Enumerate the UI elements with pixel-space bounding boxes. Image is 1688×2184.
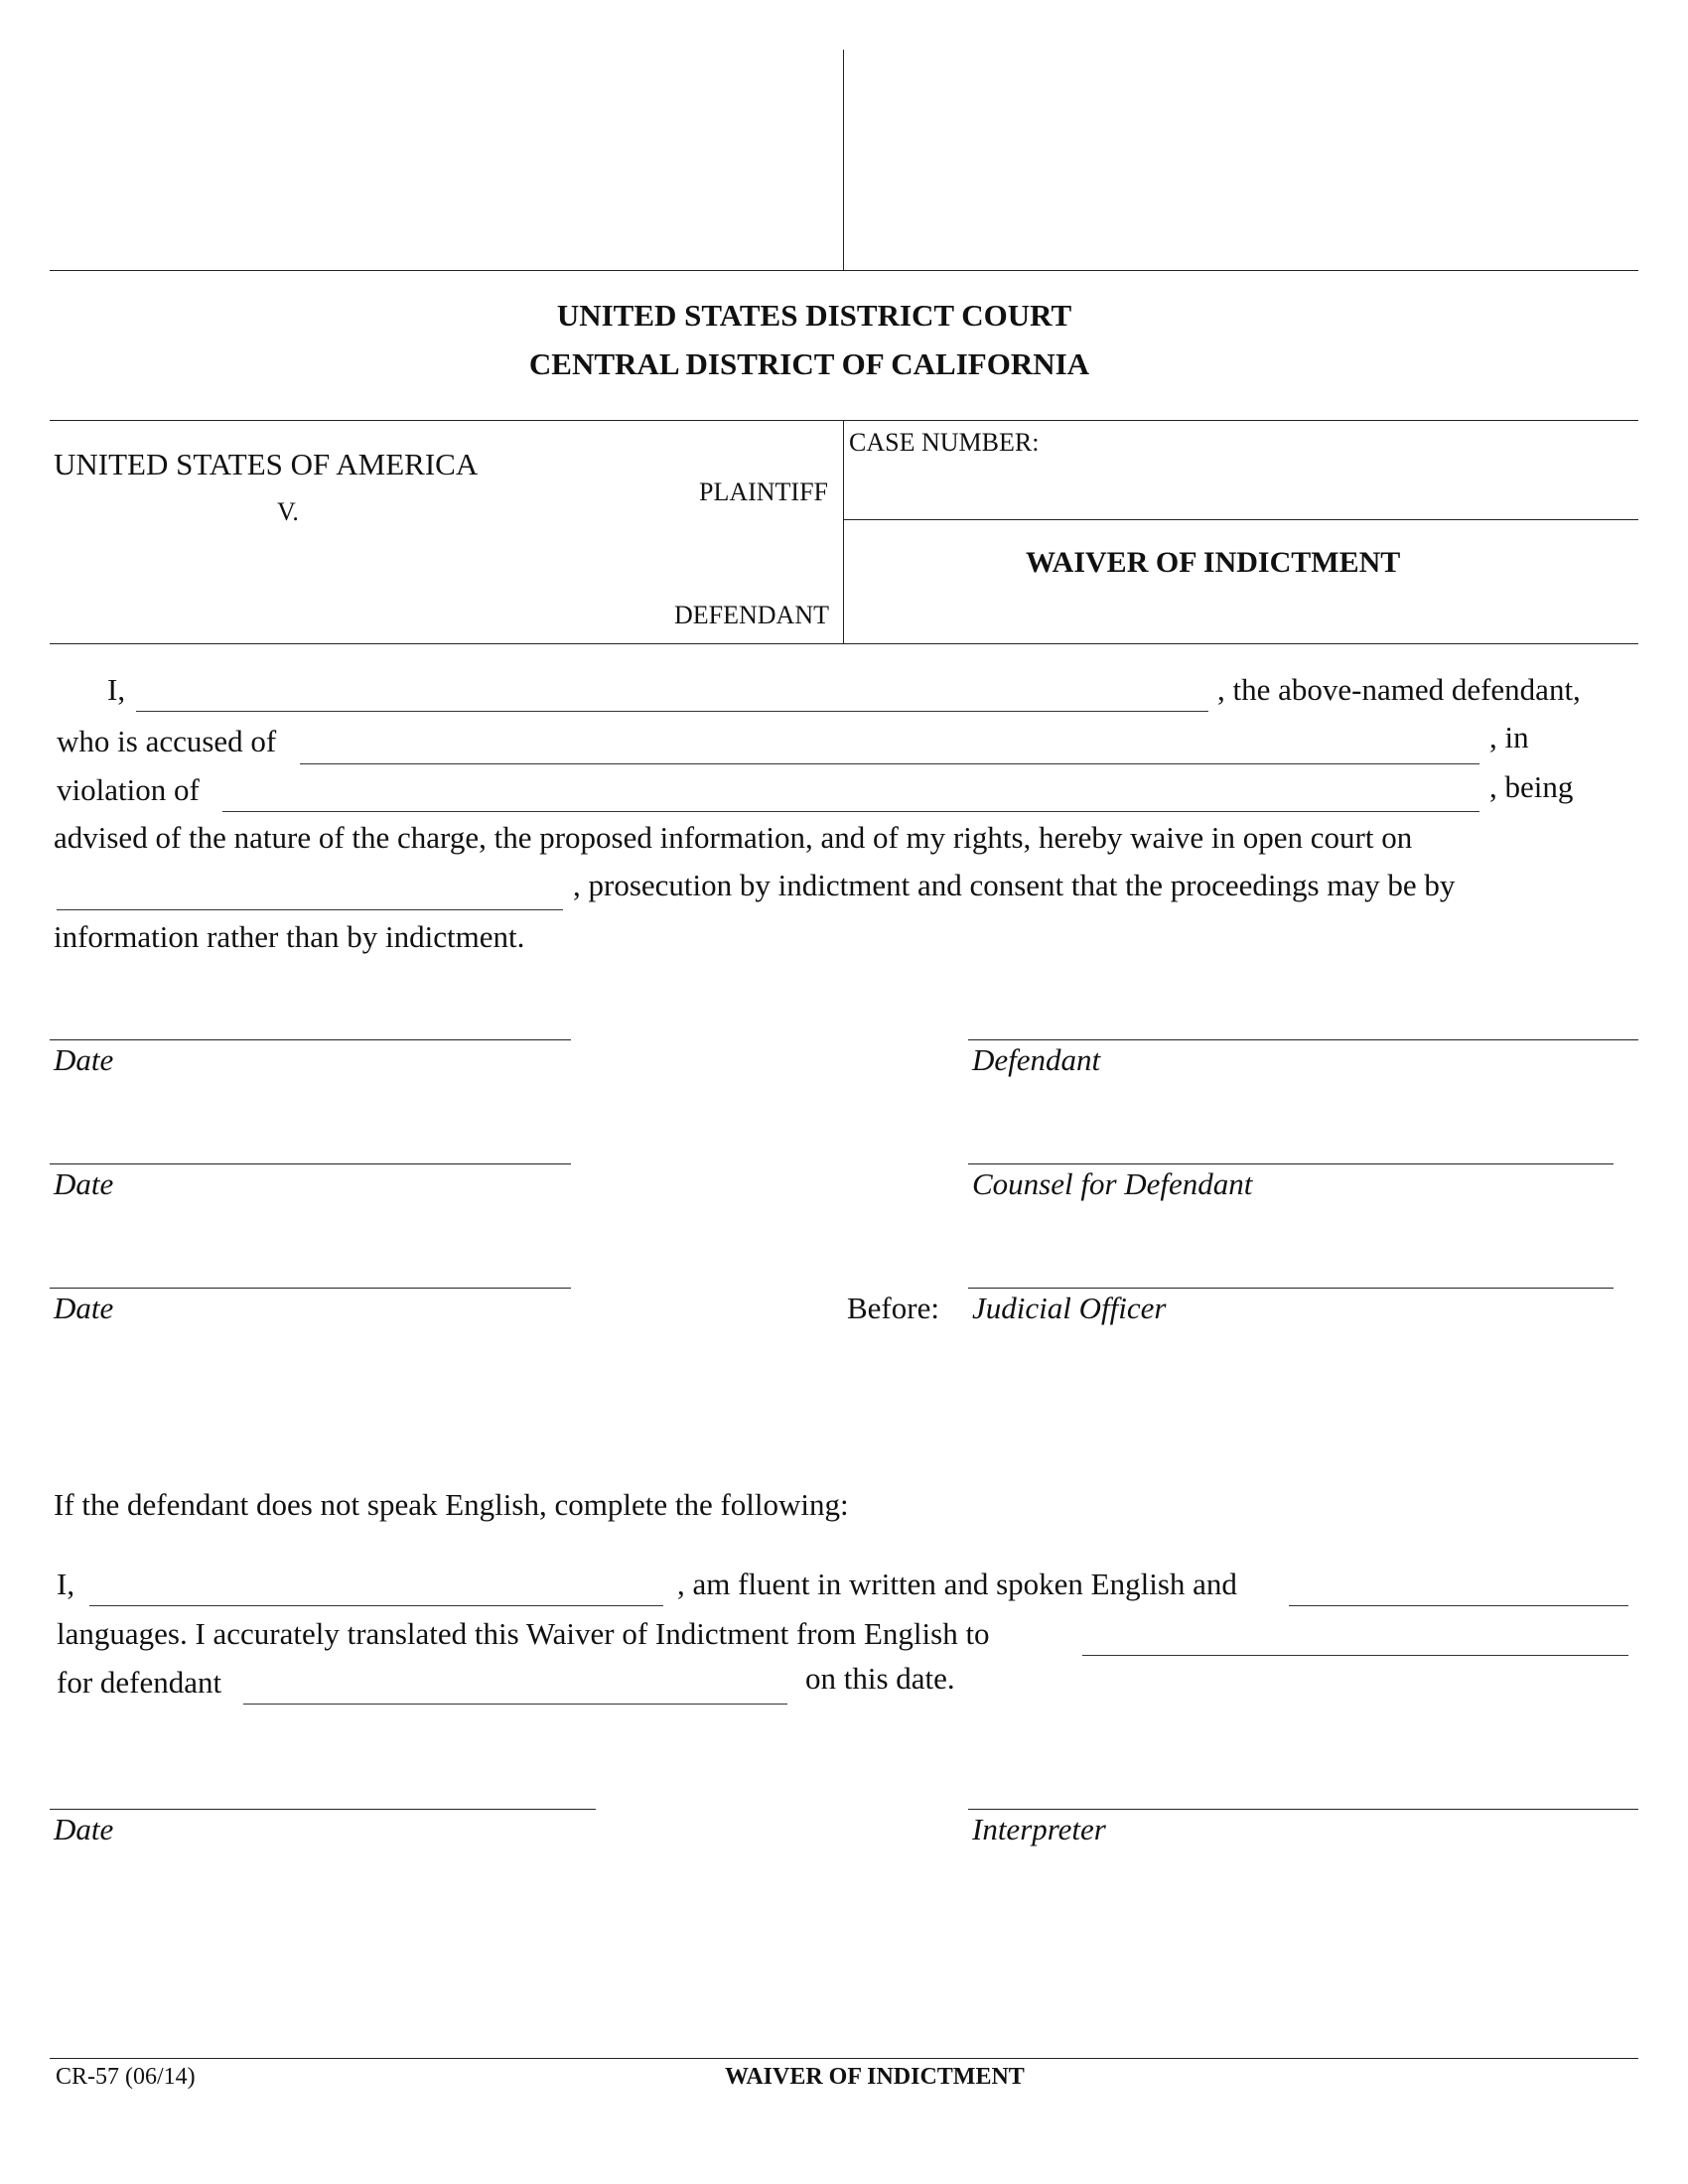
defendant-name-blank[interactable] [136,711,1208,712]
caption-vertical-divider [843,420,844,643]
interpreter-intro: If the defendant does not speak English, complete the following: [54,1487,849,1522]
plaintiff-name: UNITED STATES OF AMERICA [54,447,479,481]
date-line-3[interactable] [50,1288,571,1289]
judicial-officer-label: Judicial Officer [972,1291,1167,1325]
interpreter-signature-label: Interpreter [972,1812,1106,1846]
violation-of-blank[interactable] [222,811,1479,812]
interpreter-text-5: on this date. [805,1661,955,1696]
waiver-text-7: advised of the nature of the charge, the proposed information, and of my rights, hereby waive in open court on [54,820,1413,855]
case-number-label: CASE NUMBER: [849,428,1040,457]
date-label-1: Date [54,1042,114,1077]
date-label-2: Date [54,1166,114,1201]
interpreter-date-line[interactable] [50,1809,596,1810]
header-vertical-divider [843,50,844,270]
judicial-officer-line[interactable] [968,1288,1614,1289]
counsel-signature-label: Counsel for Defendant [972,1166,1253,1201]
waiver-text-6: , being [1489,769,1574,804]
defendant-name-blank-2[interactable] [243,1704,787,1705]
waiver-date-blank[interactable] [57,909,563,910]
waiver-text-4: , in [1489,720,1529,754]
waiver-text-2: , the above-named defendant, [1217,672,1581,707]
plaintiff-label: PLAINTIFF [699,478,829,506]
court-title-line1: UNITED STATES DISTRICT COURT [556,298,1072,333]
case-number-rule [843,519,1638,520]
court-title-line2: CENTRAL DISTRICT OF CALIFORNIA [528,346,1090,381]
language-blank-1[interactable] [1289,1605,1628,1606]
interpreter-signature-line[interactable] [968,1809,1638,1810]
interpreter-text-1: I, [57,1567,75,1601]
interpreter-text-3: languages. I accurately translated this Waiver of Indictment from English to [57,1616,990,1651]
waiver-text-3: who is accused of [57,724,277,758]
interpreter-date-label: Date [54,1812,114,1846]
date-line-2[interactable] [50,1163,571,1164]
caption-bottom-rule [50,643,1638,644]
form-number: CR-57 (06/14) [56,2064,196,2090]
before-label: Before: [847,1291,939,1325]
footer-rule [50,2058,1638,2059]
caption-top-rule [50,420,1638,421]
counsel-signature-line[interactable] [968,1163,1614,1164]
defendant-label: DEFENDANT [674,601,829,629]
accused-of-blank[interactable] [300,763,1479,764]
defendant-signature-label: Defendant [972,1042,1101,1077]
footer-title: WAIVER OF INDICTMENT [725,2064,1025,2090]
defendant-signature-line[interactable] [968,1039,1638,1040]
date-line-1[interactable] [50,1039,571,1040]
language-blank-2[interactable] [1082,1655,1628,1656]
header-horizontal-rule [50,270,1638,271]
waiver-text-9: information rather than by indictment. [54,919,525,954]
date-label-3: Date [54,1291,114,1325]
interpreter-text-4: for defendant [57,1665,222,1700]
waiver-text-1: I, [107,672,126,707]
versus-label: V. [277,497,299,526]
waiver-text-5: violation of [57,772,200,807]
interpreter-name-blank[interactable] [89,1605,663,1606]
document-title: WAIVER OF INDICTMENT [1026,546,1401,579]
waiver-text-8: , prosecution by indictment and consent that the proceedings may be by [573,868,1456,902]
interpreter-text-2: , am fluent in written and spoken English and [677,1567,1237,1601]
